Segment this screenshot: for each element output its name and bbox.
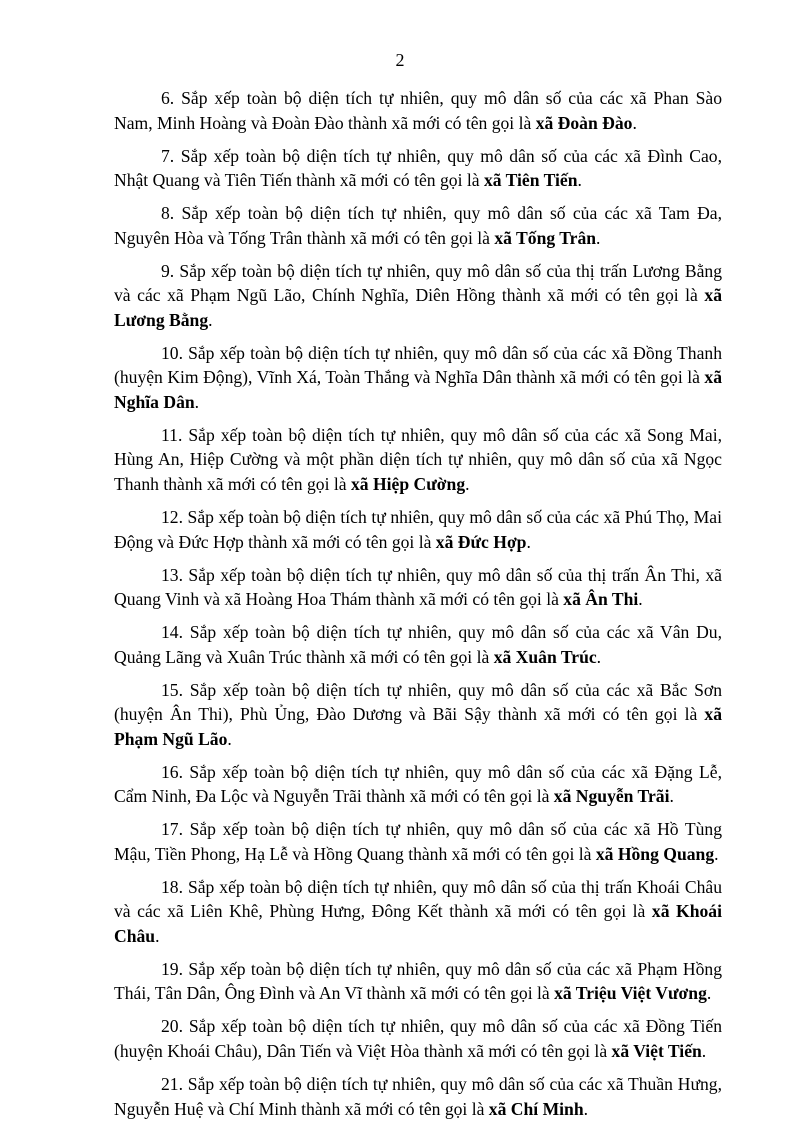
paragraph-15 [114, 678, 722, 752]
paragraph-text: 6. Sắp xếp toàn bộ diện tích tự nhiên, quy mô dân số của các xã Phan Sào Nam, Minh Hoàng và Đoàn Đào thành xã mới có tên gọi là [114, 88, 722, 133]
paragraph-text: 11. Sắp xếp toàn bộ diện tích tự nhiên, quy mô dân số của các xã Song Mai, Hùng An, Hiệp Cường và một phần diện tích tự nhiên, quy mô dân số của xã Ngọc Thanh thành xã mới có tên gọi là [114, 424, 722, 495]
commune-name: xã Đoàn Đào [535, 112, 633, 133]
paragraph-21 [114, 1072, 722, 1121]
commune-name: xã Hiệp Cường [350, 474, 466, 495]
paragraph-text: 7. Sắp xếp toàn bộ diện tích tự nhiên, quy mô dân số của các xã Đình Cao, Nhật Quang và Tiên Tiến thành xã mới có tên gọi là [114, 145, 722, 191]
commune-name: xã Nghĩa Dân [114, 367, 722, 412]
paragraph-text: 19. Sắp xếp toàn bộ diện tích tự nhiên, quy mô dân số của các xã Phạm Hồng Thái, Tân Dân, Ông Đình và An Vĩ thành xã mới có tên gọi là [114, 958, 722, 1004]
commune-name: xã Tống Trân [494, 227, 597, 248]
commune-name: xã Phạm Ngũ Lão [114, 704, 722, 749]
paragraph-end: . [227, 728, 232, 749]
paragraph-9 [114, 259, 722, 333]
paragraph-6 [114, 86, 722, 135]
paragraph-text: 21. Sắp xếp toàn bộ diện tích tự nhiên, quy mô dân số của các xã Thuần Hưng, Nguyễn Huệ và Chí Minh thành xã mới có tên gọi là [114, 1073, 722, 1119]
paragraph-end: . [706, 983, 712, 1004]
commune-name: xã Xuân Trúc [493, 646, 597, 667]
paragraph-8 [114, 201, 722, 250]
paragraph-end: . [596, 646, 602, 667]
paragraph-end: . [596, 227, 601, 248]
paragraph-text: 10. Sắp xếp toàn bộ diện tích tự nhiên, quy mô dân số của các xã Đồng Thanh (huyện Kim Động), Vĩnh Xá, Toàn Thắng và Nghĩa Dân thành xã mới có tên gọi là [114, 342, 722, 388]
paragraph-end: . [194, 391, 200, 412]
paragraph-end: . [714, 843, 719, 864]
paragraph-end: . [632, 112, 637, 133]
paragraph-20 [114, 1014, 722, 1063]
paragraph-text: 9. Sắp xếp toàn bộ diện tích tự nhiên, quy mô dân số của thị trấn Lương Bằng và các xã Phạm Ngũ Lão, Chính Nghĩa, Diên Hồng thành xã mới có tên gọi là [114, 260, 722, 306]
paragraph-19 [114, 957, 722, 1006]
paragraph-end: . [701, 1041, 707, 1061]
commune-name: xã Đức Hợp [435, 531, 527, 552]
commune-name: xã Hồng Quang [595, 843, 715, 864]
paragraph-text: 20. Sắp xếp toàn bộ diện tích tự nhiên, quy mô dân số của các xã Đồng Tiến (huyện Khoái Châu), Dân Tiến và Việt Hòa thành xã mới có tên gọi là [114, 1016, 722, 1061]
paragraph-text: 13. Sắp xếp toàn bộ diện tích tự nhiên, quy mô dân số của thị trấn Ân Thi, xã Quang Vinh và xã Hoàng Hoa Thám thành xã mới có tên gọi là [114, 564, 722, 610]
paragraph-13 [114, 563, 722, 612]
commune-name: xã Nguyễn Trãi [553, 786, 670, 807]
paragraph-14 [114, 620, 722, 669]
paragraph-end: . [669, 786, 674, 807]
paragraph-text: 8. Sắp xếp toàn bộ diện tích tự nhiên, quy mô dân số của các xã Tam Đa, Nguyên Hòa và Tống Trân thành xã mới có tên gọi là [114, 203, 722, 248]
paragraph-18 [114, 875, 722, 949]
paragraph-11 [114, 423, 722, 497]
paragraph-16 [114, 760, 722, 809]
commune-name: xã Tiên Tiến [483, 170, 578, 191]
paragraph-end: . [465, 474, 470, 495]
paragraph-end: . [526, 531, 531, 552]
paragraph-end: . [155, 925, 160, 946]
document-body [114, 86, 722, 1129]
paragraph-text: 15. Sắp xếp toàn bộ diện tích tự nhiên, quy mô dân số của các xã Bắc Sơn (huyện Ân Thi), Phù Ủng, Đào Dương và Bãi Sậy thành xã mới có tên gọi là [114, 679, 722, 725]
commune-name: xã Chí Minh [488, 1098, 584, 1119]
paragraph-text: 16. Sắp xếp toàn bộ diện tích tự nhiên, quy mô dân số của các xã Đặng Lễ, Cẩm Ninh, Đa Lộc và Nguyễn Trãi thành xã mới có tên gọi là [114, 761, 722, 807]
commune-name: xã Khoái Châu [114, 901, 722, 946]
paragraph-end: . [208, 309, 213, 330]
paragraph-text: 14. Sắp xếp toàn bộ diện tích tự nhiên, quy mô dân số của các xã Vân Du, Quảng Lãng và Xuân Trúc thành xã mới có tên gọi là [114, 622, 722, 667]
commune-name: xã Lương Bằng [114, 285, 722, 330]
paragraph-17 [114, 817, 722, 866]
paragraph-end: . [583, 1098, 589, 1119]
page-number: 2 [395, 50, 405, 70]
paragraph-text: 17. Sắp xếp toàn bộ diện tích tự nhiên, quy mô dân số của các xã Hồ Tùng Mậu, Tiền Phong, Hạ Lễ và Hồng Quang thành xã mới có tên gọi là [114, 819, 722, 864]
paragraph-7 [114, 144, 722, 193]
commune-name: xã Ân Thi [563, 589, 639, 610]
paragraph-10 [114, 341, 722, 415]
paragraph-end: . [577, 170, 582, 191]
paragraph-12 [114, 505, 722, 554]
paragraph-text: 18. Sắp xếp toàn bộ diện tích tự nhiên, quy mô dân số của thị trấn Khoái Châu và các xã Liên Khê, Phùng Hưng, Đông Kết thành xã mới có tên gọi là [114, 876, 722, 922]
paragraph-text: 12. Sắp xếp toàn bộ diện tích tự nhiên, quy mô dân số của các xã Phú Thọ, Mai Động và Đức Hợp thành xã mới có tên gọi là [114, 506, 722, 552]
commune-name: xã Việt Tiến [611, 1041, 702, 1061]
commune-name: xã Triệu Việt Vương [554, 983, 707, 1004]
paragraph-end: . [638, 589, 643, 610]
